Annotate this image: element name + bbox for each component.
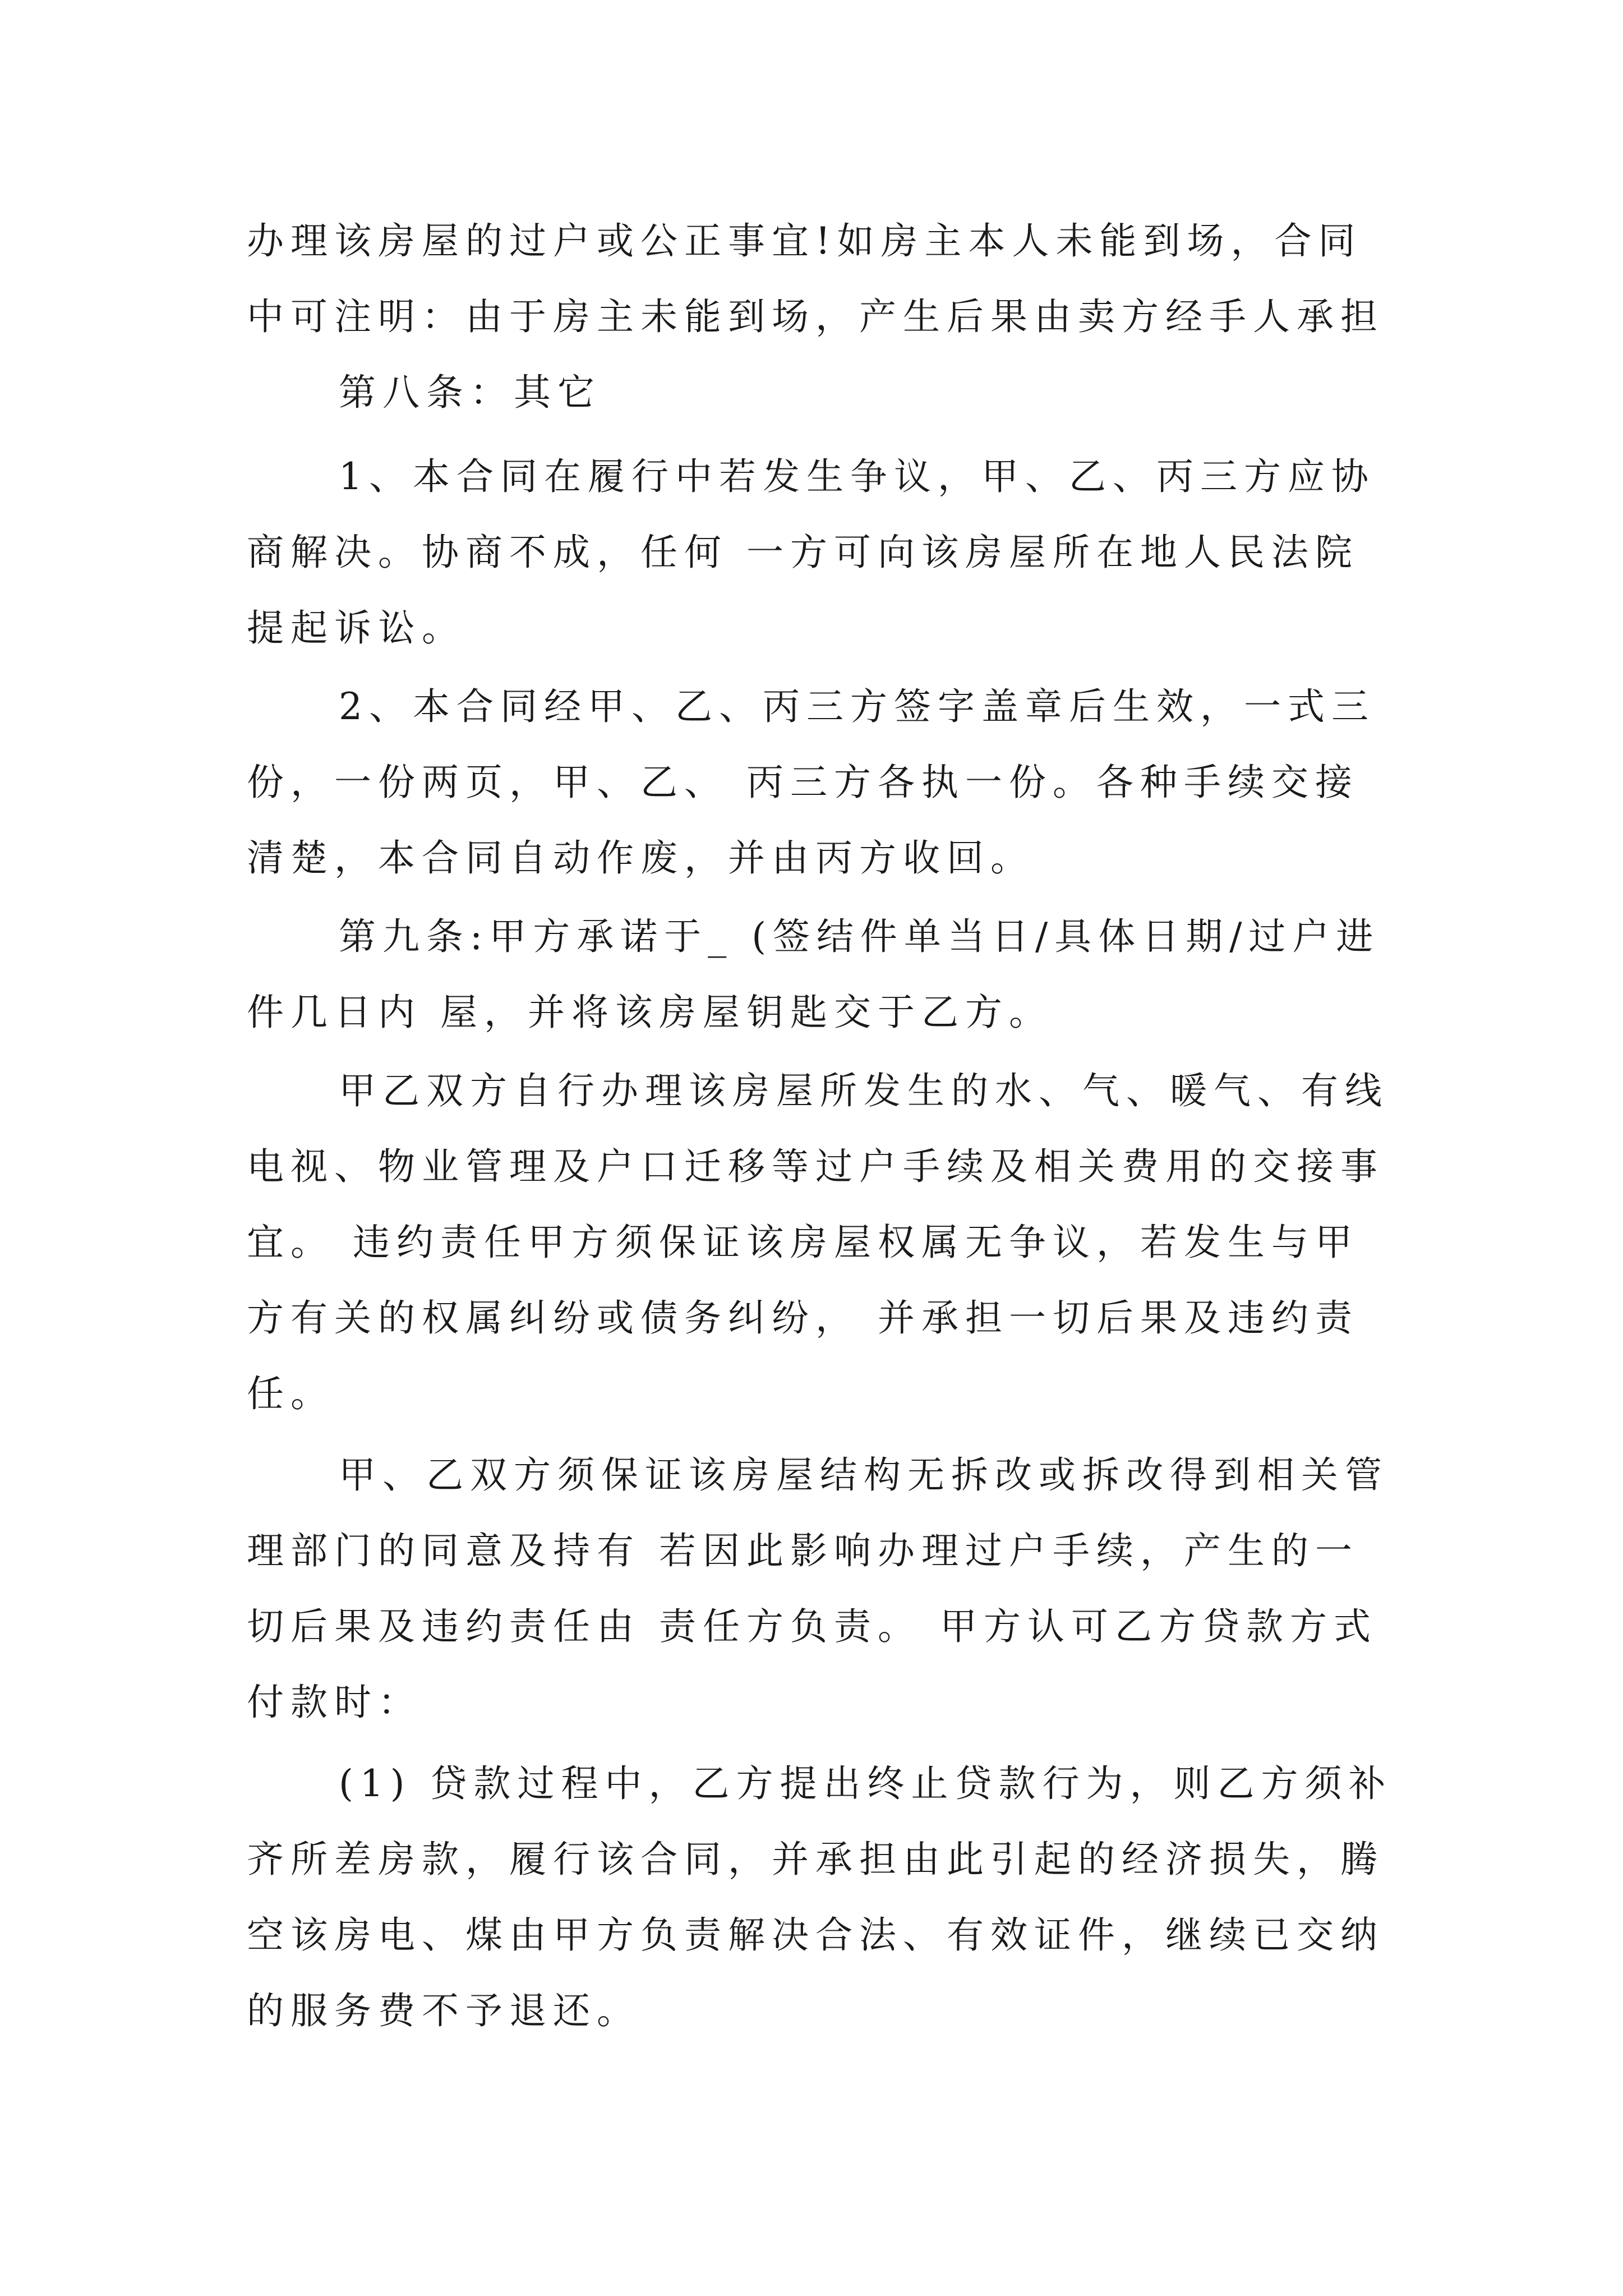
text-line: 宜。 违约责任甲方须保证该房屋权属无争议，若发生与甲 (247, 1221, 1359, 1264)
text-line: 甲乙双方自行办理该房屋所发生的水、气、暖气、有线 (339, 1069, 1389, 1112)
section-heading: 第八条：其它 (339, 371, 601, 414)
text-line: 任。 (247, 1372, 334, 1415)
text-line: 付款时： (247, 1681, 422, 1724)
text-line: 1、本合同在履行中若发生争议，甲、乙、丙三方应协 (339, 455, 1375, 498)
text-line: 的服务费不予退还。 (247, 1989, 640, 2032)
text-line: 商解决。协商不成，任何 一方可向该房屋所在地人民法院 (247, 531, 1359, 574)
text-line: 清楚，本合同自动作废，并由丙方收回。 (247, 836, 1034, 880)
text-line: 甲、乙双方须保证该房屋结构无拆改或拆改得到相关管 (339, 1453, 1389, 1497)
text-line: 提起诉讼。 (247, 606, 465, 650)
text-line: 切后果及违约责任由 责任方负责。 甲方认可乙方贷款方式 (247, 1605, 1377, 1648)
text-line: 齐所差房款，履行该合同，并承担由此引起的经济损失，腾 (247, 1838, 1384, 1881)
text-line: 电视、物业管理及户口迁移等过户手续及相关费用的交接事 (247, 1145, 1384, 1188)
text-line: 空该房电、煤由甲方负责解决合法、有效证件，继续已交纳 (247, 1913, 1384, 1957)
text-line: (1) 贷款过程中，乙方提出终止贷款行为，则乙方须补 (339, 1762, 1393, 1805)
text-line: 件几日内 屋，并将该房屋钥匙交于乙方。 (247, 991, 1053, 1034)
text-line: 份，一份两页，甲、乙、 丙三方各执一份。各种手续交接 (247, 761, 1359, 804)
text-line: 办理该房屋的过户或公正事宜!如房主本人未能到场，合同 (247, 219, 1362, 263)
section-heading: 第九条:甲方承诺于_ (签结件单当日/具体日期/过户进 (339, 915, 1380, 958)
text-line: 理部门的同意及持有 若因此影响办理过户手续，产生的一 (247, 1529, 1359, 1572)
text-line: 中可注明：由于房主未能到场，产生后果由卖方经手人承担 (247, 295, 1384, 338)
text-line: 2、本合同经甲、乙、丙三方签字盖章后生效，一式三 (339, 685, 1375, 728)
text-line: 方有关的权属纠纷或债务纠纷， 并承担一切后果及违约责 (247, 1296, 1359, 1340)
